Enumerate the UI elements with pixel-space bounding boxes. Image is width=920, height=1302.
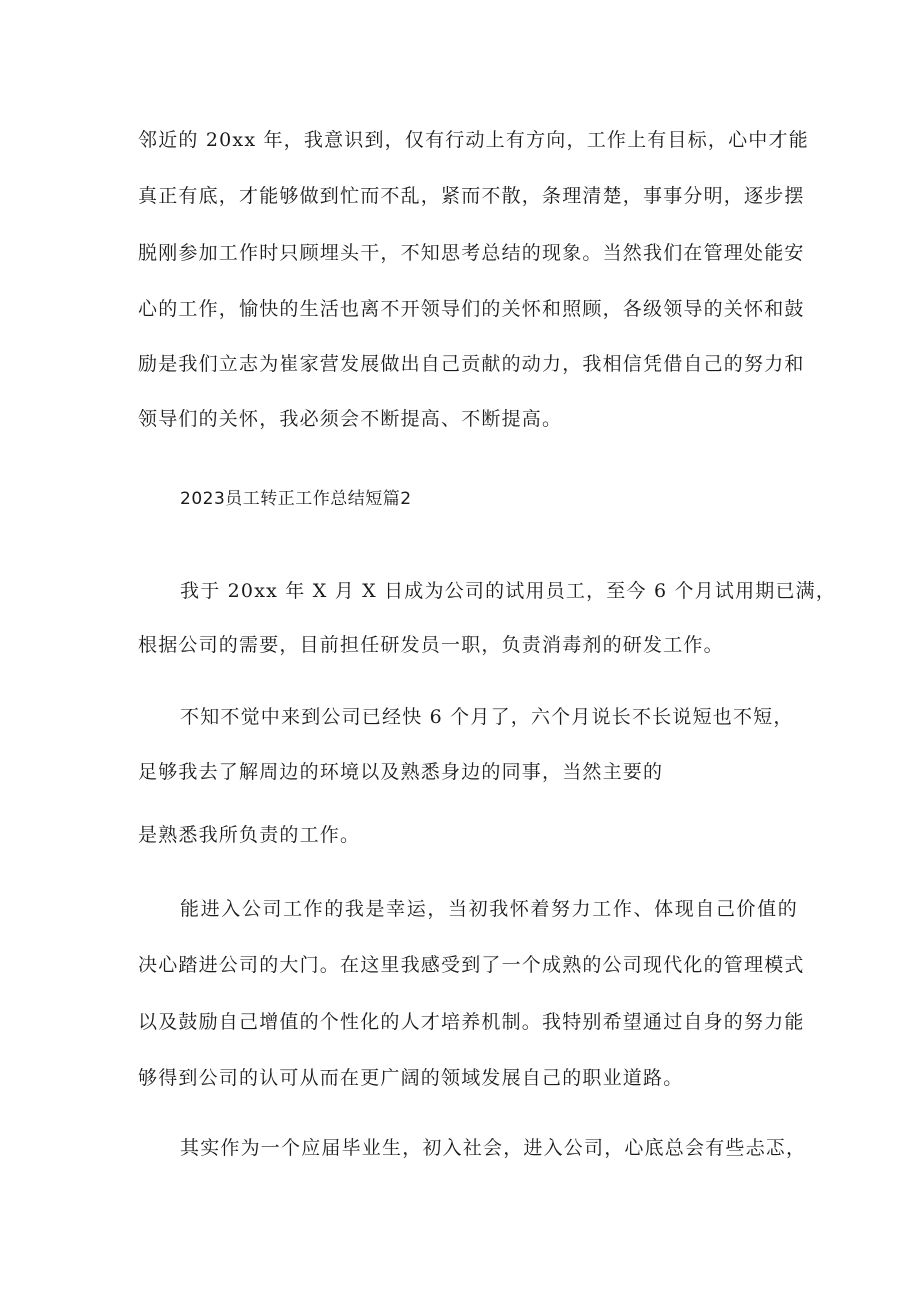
paragraph-line: 根据公司的需要，目前担任研发员一职，负责消毒剂的研发工作。 <box>138 634 724 656</box>
paragraph-line: 足够我去了解周边的环境以及熟悉身边的同事，当然主要的 <box>138 761 664 783</box>
paragraph-line: 脱刚参加工作时只顾埋头干，不知思考总结的现象。当然我们在管理处能安 <box>138 242 805 264</box>
paragraph-line: 邻近的 20xx 年，我意识到，仅有行动上有方向，工作上有目标，心中才能 <box>138 129 809 151</box>
paragraph-line: 以及鼓励自己增值的个性化的人才培养机制。我特别希望通过自身的努力能 <box>138 1011 805 1033</box>
paragraph-line: 励是我们立志为崔家营发展做出自己贡献的动力，我相信凭借自己的努力和 <box>138 353 805 375</box>
paragraph-line: 不知不觉中来到公司已经快 6 个月了，六个月说长不长说短也不短， <box>180 706 794 728</box>
paragraph-line: 心的工作，愉快的生活也离不开领导们的关怀和照顾，各级领导的关怀和鼓 <box>138 298 805 320</box>
paragraph-line: 够得到公司的认可从而在更广阔的领域发展自己的职业道路。 <box>138 1067 684 1089</box>
paragraph-line: 决心踏进公司的大门。在这里我感受到了一个成熟的公司现代化的管理模式 <box>138 954 805 976</box>
section-heading: 2023员工转正工作总结短篇2 <box>180 489 412 509</box>
paragraph-line: 领导们的关怀，我必须会不断提高、不断提高。 <box>138 408 563 430</box>
paragraph-line: 其实作为一个应届毕业生，初入社会，进入公司，心底总会有些忐忑， <box>180 1137 807 1159</box>
paragraph-line: 我于 20xx 年 X 月 X 日成为公司的试用员工，至今 6 个月试用期已满， <box>180 580 837 602</box>
paragraph-line: 能进入公司工作的我是幸运，当初我怀着努力工作、体现自己价值的 <box>180 898 798 920</box>
paragraph-line: 真正有底，才能够做到忙而不乱，紧而不散，条理清楚，事事分明，逐步摆 <box>138 185 805 207</box>
paragraph-line: 是熟悉我所负责的工作。 <box>138 824 361 846</box>
